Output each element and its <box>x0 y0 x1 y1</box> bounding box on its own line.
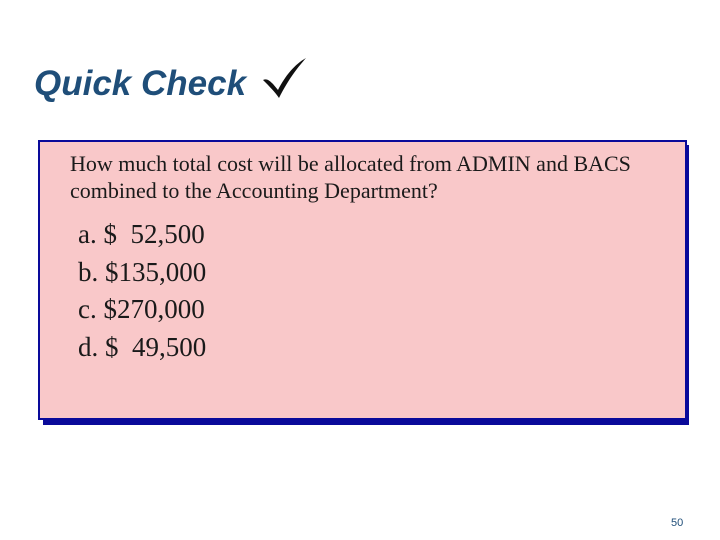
checkmark-icon <box>259 56 309 100</box>
page-number: 50 <box>671 517 684 529</box>
answer-option-c: c. $270,000 <box>78 294 205 324</box>
question-box <box>38 140 687 420</box>
question-text: How much total cost will be allocated from ADMIN and BACS combined to the Accounting Department? <box>70 151 631 203</box>
answer-option-a: a. $ 52,500 <box>78 219 205 249</box>
answer-option-d: d. $ 49,500 <box>78 331 207 362</box>
slide-title: Quick Check <box>34 64 247 103</box>
answer-option-b: b. $135,000 <box>78 256 207 287</box>
answer-list <box>78 216 206 366</box>
